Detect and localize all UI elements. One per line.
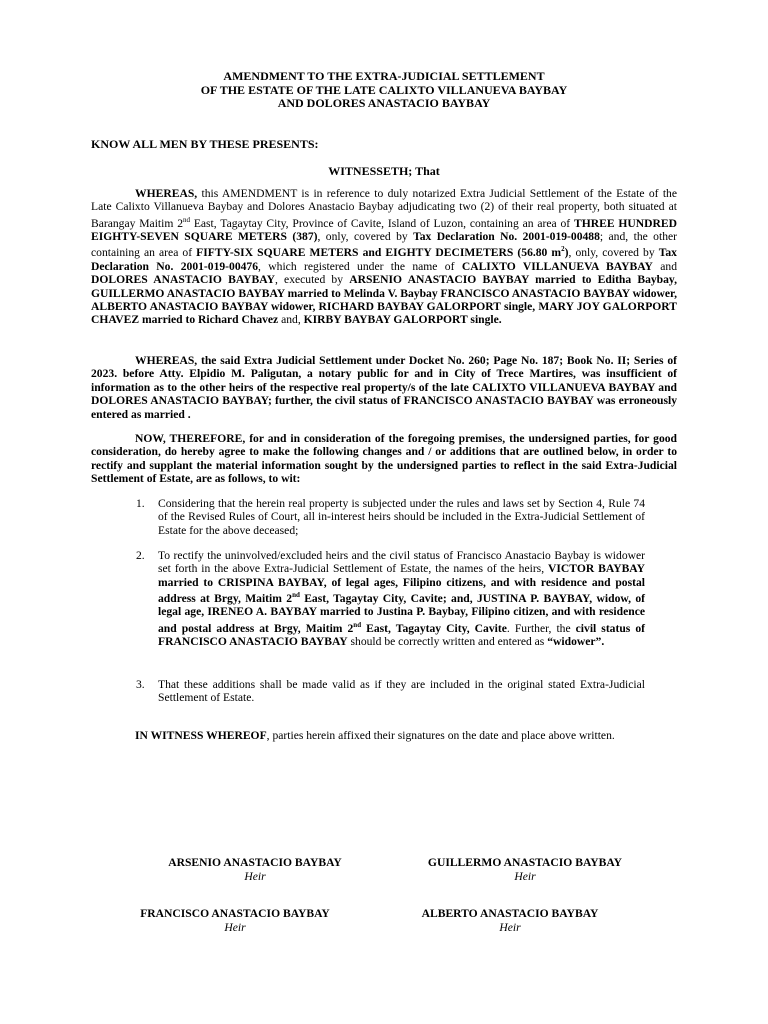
list-item-text: That these additions shall be made valid as if they are included in the original stated Extra-Judicial Settlement of Estate. bbox=[158, 678, 645, 705]
signature-block bbox=[345, 856, 705, 884]
signatory-name: ALBERTO ANASTACIO BAYBAY bbox=[421, 907, 599, 920]
list-item bbox=[136, 678, 645, 705]
title-line: OF THE ESTATE OF THE LATE CALIXTO VILLANUEVA BAYBAY bbox=[200, 82, 568, 97]
signatory-role: Heir bbox=[514, 870, 536, 883]
signatory-role: Heir bbox=[499, 921, 521, 934]
list-item-number: 1. bbox=[136, 497, 145, 510]
list-item bbox=[136, 549, 645, 649]
witnesseth-heading: WITNESSETH; That bbox=[328, 164, 440, 178]
signatory-name: GUILLERMO ANASTACIO BAYBAY bbox=[427, 856, 623, 869]
title-line: AND DOLORES ANASTACIO BAYBAY bbox=[277, 96, 491, 110]
list-item-number: 2. bbox=[136, 549, 145, 562]
list-item-text: To rectify the uninvolved/excluded heirs and the civil status of Francisco Anastacio Baybay is widower set forth in the above Extra-Judicial Settlement of Estate, the names of the heirs, VICTOR BAYBAY married to CRISPINA BAYBAY, of legal ages, Filipino citizens, and with residence and postal address at Brgy, Maitim 2nd East, Tagaytay City, Cavite; and, JUSTINA P. BAYBAY, widow, of legal age, IRENEO A. BAYBAY married to Justina P. Baybay, Filipino citizen, and with residence and postal address at Brgy, Maitim 2nd East, Tagaytay City, Cavite. Further, the civil status of FRANCISCO ANASTACIO BAYBAY should be correctly written and entered as “widower”. bbox=[158, 549, 646, 649]
signature-block bbox=[330, 907, 690, 935]
document-title bbox=[0, 70, 768, 111]
in-witness-paragraph: IN WITNESS WHEREOF, parties herein affixed their signatures on the date and place above written. bbox=[135, 729, 615, 742]
list-item-text: Considering that the herein real property is subjected under the rules and laws set by Section 4, Rule 74 of the Revised Rules of Court, all in-interest heirs should be included in the Extra-Judicial Settlement of Estate for the above deceased; bbox=[158, 497, 645, 537]
know-all-men-heading: KNOW ALL MEN BY THESE PRESENTS: bbox=[91, 137, 319, 151]
whereas-paragraph-2: WHEREAS, the said Extra Judicial Settlement under Docket No. 260; Page No. 187; Book No. II; Series of 2023. before Atty. Elpidio M. Paligutan, a notary public for and in City of Trece Martires, was insufficient of information as to the other heirs of the respective real property/s of the late CALIXTO VILLANUEVA BAYBAY and DOLORES ANASTACIO BAYBAY; further, the civil status of FRANCISCO ANASTACIO BAYBAY was erroneously entered as married . bbox=[91, 354, 677, 421]
signatory-role: Heir bbox=[224, 921, 246, 934]
now-therefore-paragraph: NOW, THEREFORE, for and in consideration of the foregoing premises, the undersigned parties, for good consideration, do hereby agree to make the following changes and / or additions that are outlined below, in order to rectify and supplant the material information sought by the undersigned parties to reflect in the said Extra-Judicial Settlement of Estate, are as follows, to wit: bbox=[91, 432, 677, 486]
whereas-paragraph-1: WHEREAS, this AMENDMENT is in reference to duly notarized Extra Judicial Settlement of the Estate of the Late Calixto Villanueva Baybay and Dolores Anastacio Baybay adjudicating two (2) of their real property, both situated at Barangay Maitim 2nd East, Tagaytay City, Province of Cavite, Island of Luzon, containing an area of THREE HUNDRED EIGHTY-SEVEN SQUARE METERS (387), only, covered by Tax Declaration No. 2001-019-00488; and, the other containing an area of FIFTY-SIX SQUARE METERS and EIGHTY DECIMETERS (56.80 $m^2$), only, covered by Tax Declaration No. 2001-019-00476, which registered under the name of CALIXTO VILLANUEVA BAYBAY and DOLORES ANASTACIO BAYBAY, executed by ARSENIO ANASTACIO BAYBAY married to Editha Baybay, GUILLERMO ANASTACIO BAYBAY married to Melinda V. Baybay FRANCISCO ANASTACIO BAYBAY widower, ALBERTO ANASTACIO BAYBAY widower, RICHARD BAYBAY GALORPORT single, MARY JOY GALORPORT CHAVEZ married to Richard Chavez and, KIRBY BAYBAY GALORPORT single. bbox=[91, 187, 677, 327]
list-item-number: 3. bbox=[136, 678, 145, 691]
signatory-role: Heir bbox=[244, 870, 266, 883]
list-item bbox=[136, 497, 645, 537]
title-line: AMENDMENT TO THE EXTRA-JUDICIAL SETTLEMENT bbox=[223, 69, 545, 83]
signatory-name: ARSENIO ANASTACIO BAYBAY bbox=[168, 856, 342, 869]
signatory-name: FRANCISCO ANASTACIO BAYBAY bbox=[140, 907, 330, 920]
